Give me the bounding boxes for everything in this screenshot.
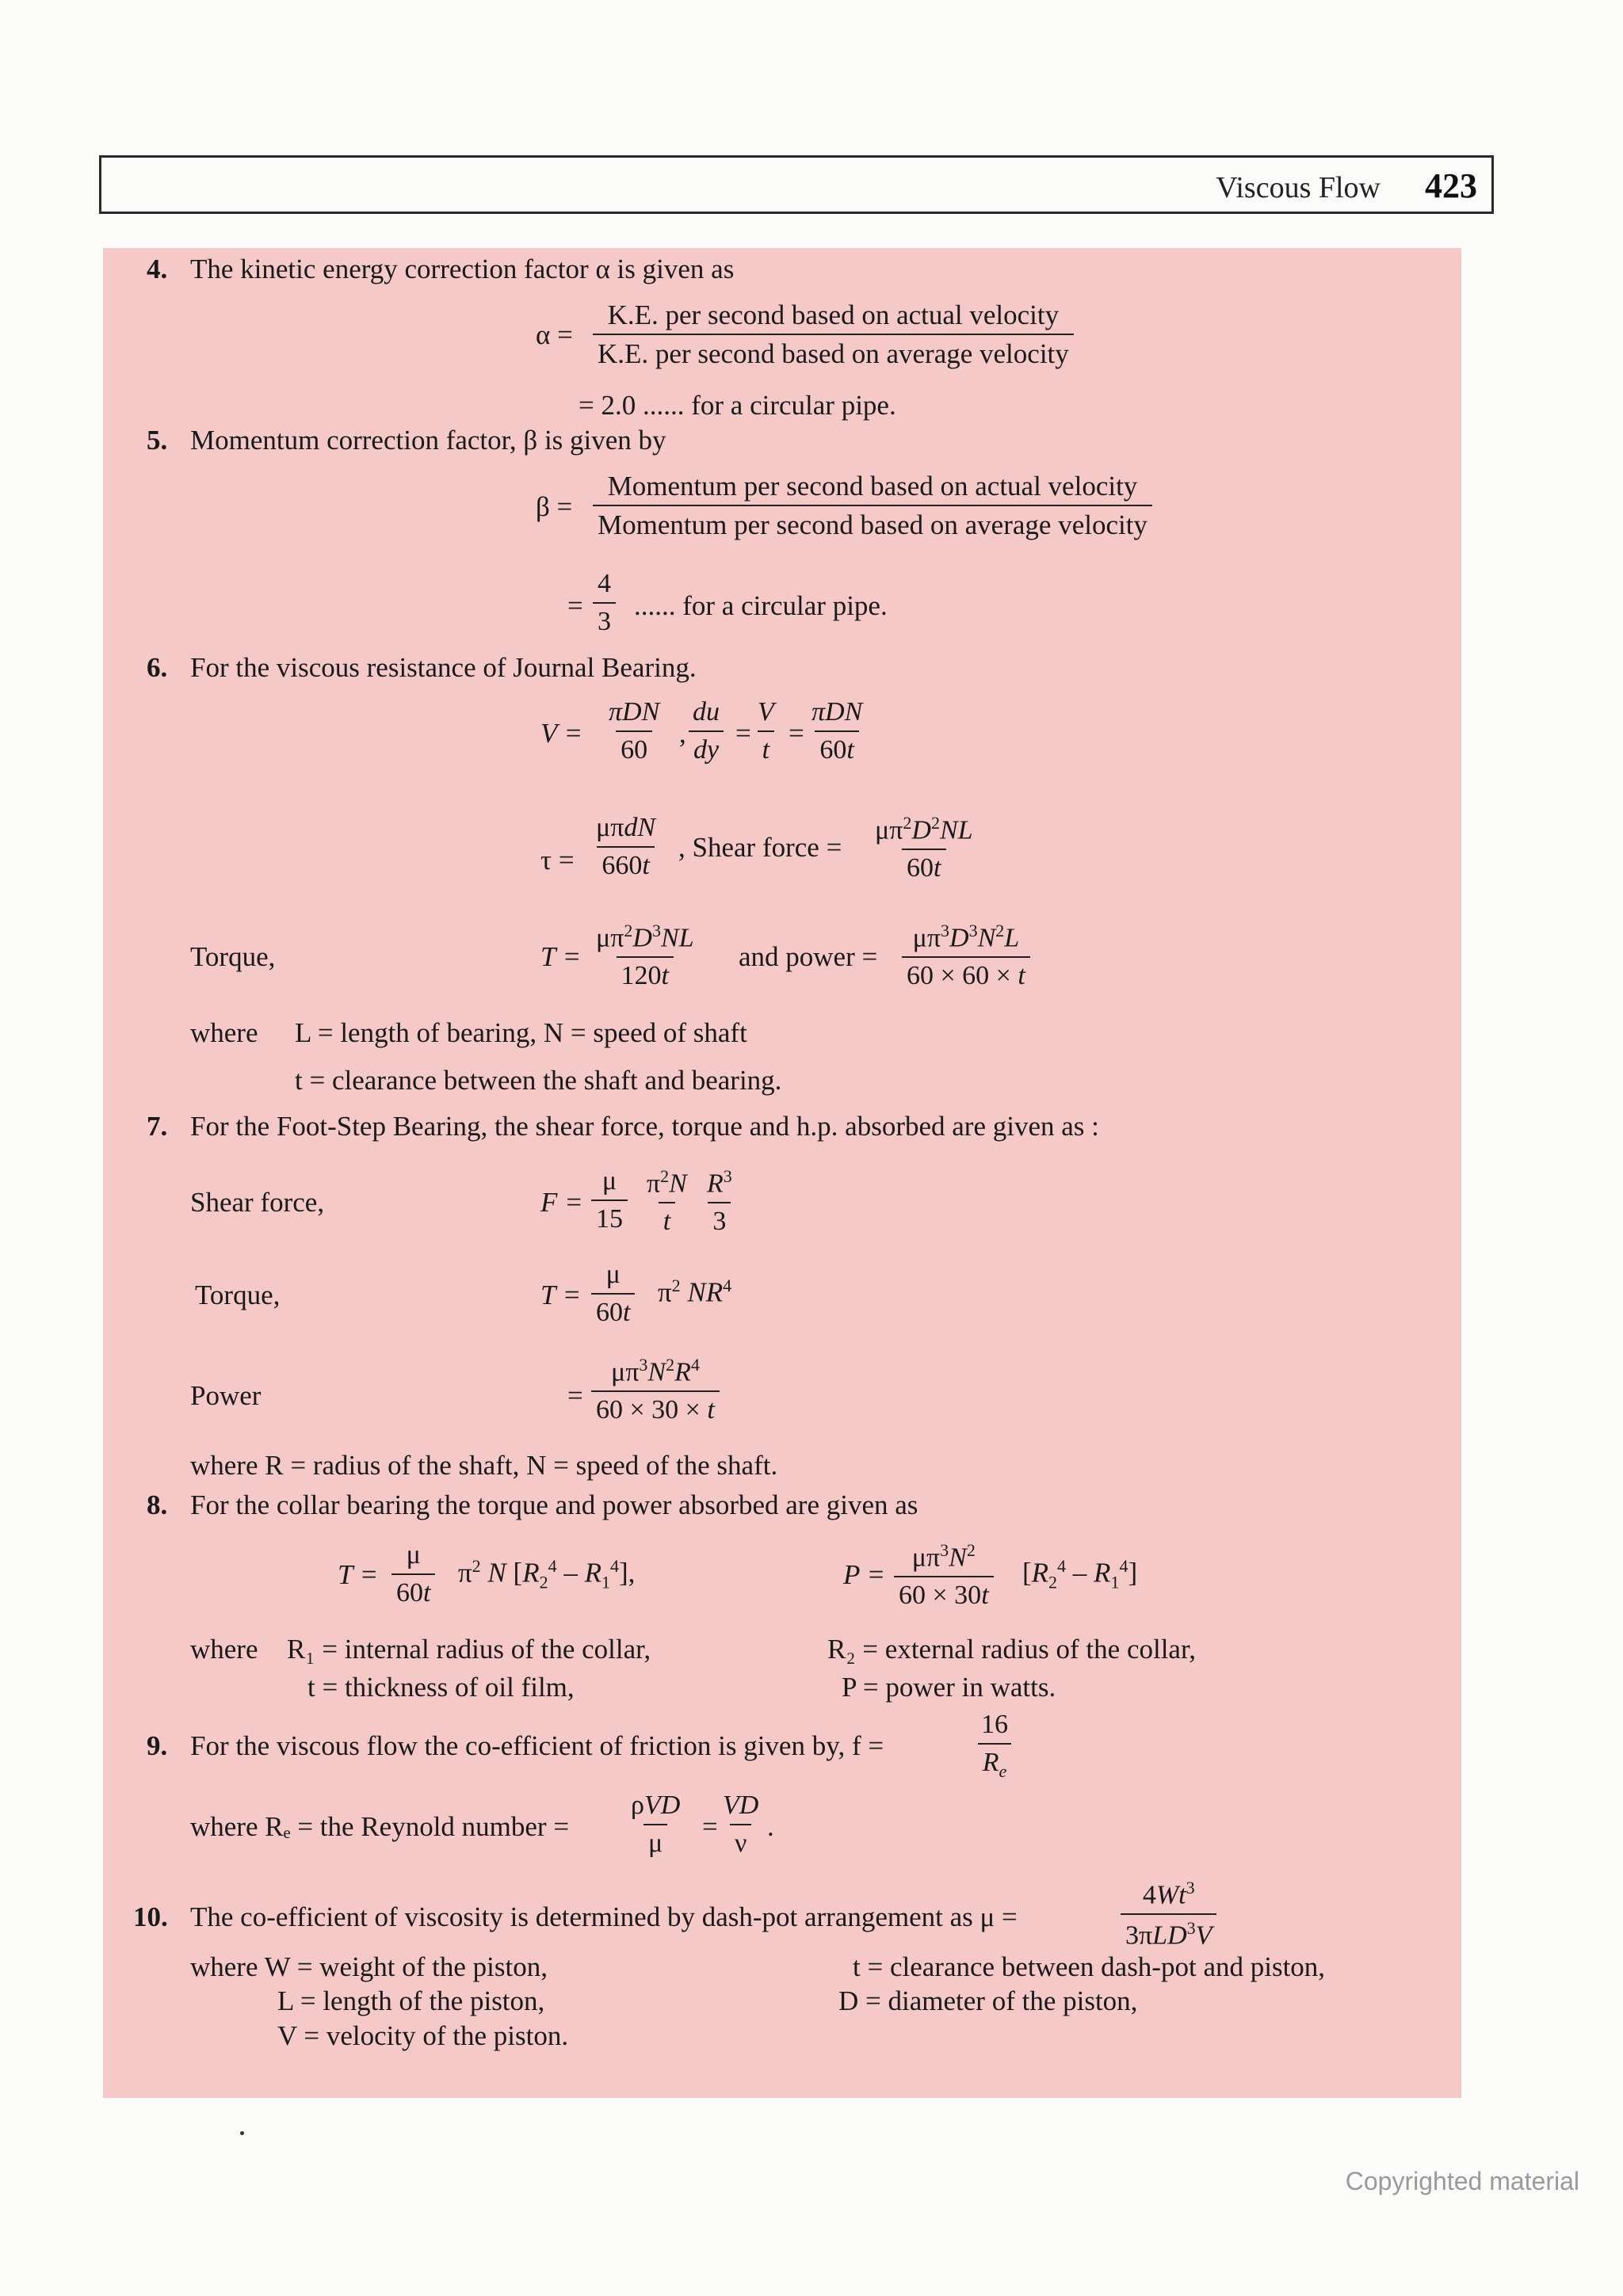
item-7-power-label: Power — [190, 1380, 262, 1411]
header-title: Viscous Flow — [1216, 171, 1381, 204]
item-8-def-r1: R₁ = internal radius of the collar, — [287, 1634, 651, 1665]
item-5-lhs: β = — [536, 491, 573, 522]
item-9-text: For the viscous flow the co-efficient of friction is given by, f = — [190, 1730, 884, 1761]
item-10-def-diameter: D = diameter of the piston, — [838, 1985, 1138, 2016]
item-4-number: 4. — [147, 254, 168, 284]
item-4-result: = 2.0 ...... for a circular pipe. — [579, 390, 896, 421]
item-8-def-t: t = thickness of oil film, — [307, 1672, 575, 1703]
stray-dot — [240, 2131, 244, 2135]
item-5-f2-num: 4 — [598, 569, 611, 598]
page-header — [99, 155, 1494, 214]
item-6-def-length: L = length of bearing, N = speed of shaft — [295, 1017, 747, 1048]
friction-fraction: 16 $R_e$ — [976, 1711, 1013, 1780]
item-5-numerator: Momentum per second based on actual velocity — [607, 471, 1138, 502]
item-10-text: The co-efficient of viscosity is determined by dash-pot arrangement as μ = — [190, 1901, 1018, 1932]
copyright-notice: Copyrighted material — [1345, 2167, 1579, 2195]
item-10-def-velocity: V = velocity of the piston. — [277, 2020, 569, 2051]
item-7-where: where R = radius of the shaft, N = speed of the shaft. — [190, 1450, 778, 1481]
item-4-fraction — [593, 301, 1074, 368]
item-10-def-clearance: t = clearance between dash-pot and piston, — [853, 1951, 1326, 1982]
viscosity-fraction: 4Wt$^3$ 3πLD$^3$V — [1121, 1879, 1216, 1950]
item-7-text: For the Foot-Step Bearing, the shear force, torque and h.p. absorbed are given as : — [190, 1111, 1099, 1142]
item-4-numerator: K.E. per second based on actual velocity — [607, 299, 1060, 330]
item-8-number: 8. — [147, 1489, 168, 1520]
item-8-def-r2: R₂ = external radius of the collar, — [827, 1634, 1196, 1665]
item-5-denominator: Momentum per second based on average velocity — [593, 505, 1152, 539]
item-5-equals: = — [567, 590, 583, 621]
item-10-def-length: L = length of the piston, — [277, 1985, 545, 2016]
item-4-denominator: K.E. per second based on average velocity — [593, 334, 1074, 368]
item-4-lhs: α = — [536, 319, 573, 350]
shear-force-label: , Shear force = — [678, 832, 842, 863]
item-8-where: where — [190, 1634, 258, 1665]
item-5-result: ...... for a circular pipe. — [634, 590, 888, 621]
item-8-def-p: P = power in watts. — [842, 1672, 1056, 1703]
item-6-number: 6. — [147, 652, 168, 683]
item-5-fraction — [593, 472, 1152, 539]
item-8-text: For the collar bearing the torque and power absorbed are given as — [190, 1489, 918, 1520]
item-6-def-clearance: t = clearance between the shaft and bearing. — [295, 1065, 782, 1096]
item-4-text: The kinetic energy correction factor α is given as — [190, 254, 735, 284]
item-6-where: where — [190, 1017, 258, 1048]
item-9-number: 9. — [147, 1730, 168, 1761]
item-5-four-thirds — [593, 570, 616, 635]
item-5-number: 5. — [147, 425, 168, 456]
item-7-torque-label: Torque, — [195, 1280, 281, 1310]
torque-label: Torque, — [190, 941, 276, 972]
item-10-number: 10. — [133, 1901, 168, 1932]
item-6-text: For the viscous resistance of Journal Bearing. — [190, 652, 697, 683]
item-10-def-weight: where W = weight of the piston, — [190, 1951, 548, 1982]
item-7-number: 7. — [147, 1111, 168, 1142]
item-9-where: where Rₑ = the Reynold number = — [190, 1811, 570, 1842]
item-5-f2-den: 3 — [593, 602, 616, 635]
and-power-label: and power = — [739, 941, 878, 972]
item-7-shear-label: Shear force, — [190, 1187, 325, 1218]
page-number: 423 — [1425, 166, 1477, 205]
item-5-text: Momentum correction factor, β is given by — [190, 425, 666, 456]
